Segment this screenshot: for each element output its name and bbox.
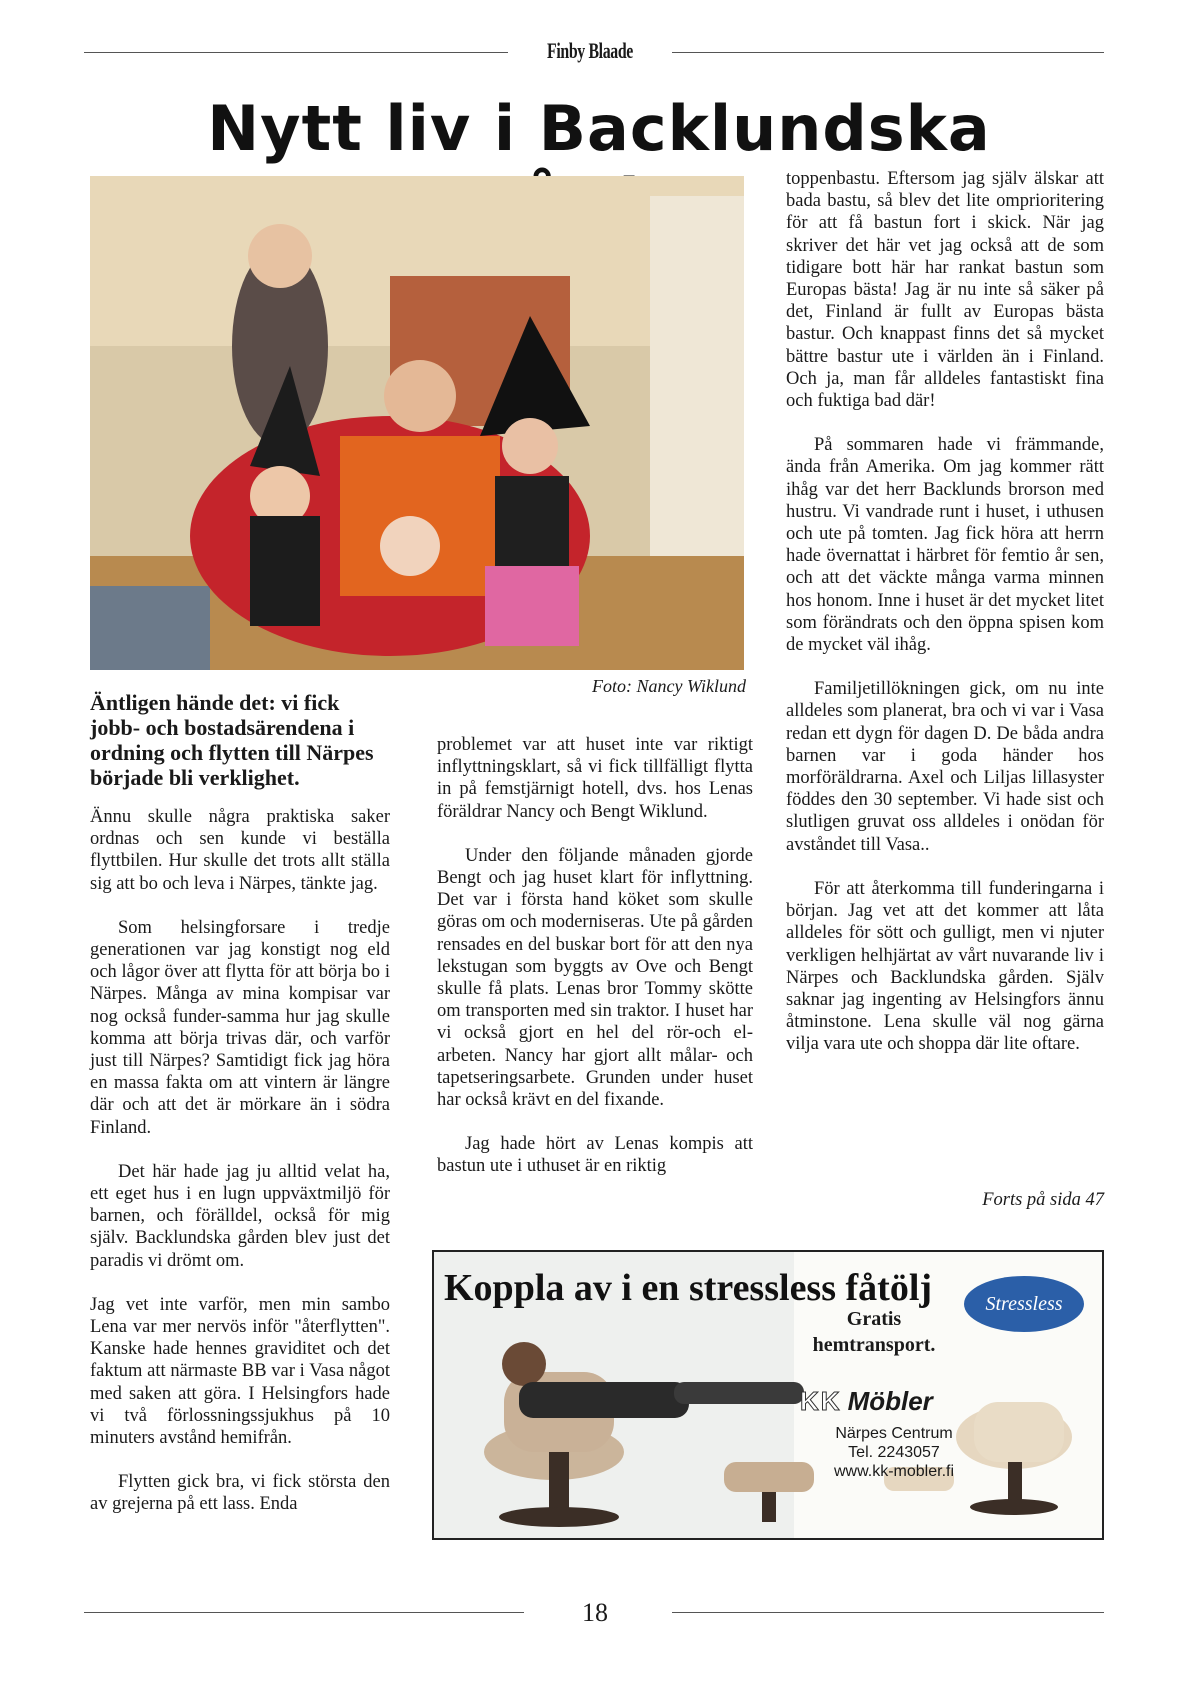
ad-free-delivery [790,1306,958,1358]
column-2 [437,734,753,1200]
column-3-paragraph: toppenbastu. Eftersom jag själv älskar att bada bastu, så blev det lite omprioritering för att få bastun fort i skick. När jag skriver det här vet jag också att de som tidigare bott här har rankat bastun som Europas bästa! Jag är nu inte så säker på det, Finland är fullt av Europas bästa bastur. Och knappast finns det så mycket bättre bastur ute i världen än i Finland. Och ja, man får alldeles fantastiskt fina och fuktiga bad där! [786,169,1104,412]
kk-logo-mark: KK [800,1386,842,1416]
header-rule-left [84,52,508,53]
family-photo-illustration [90,176,744,670]
photo-caption: Foto: Nancy Wiklund [592,676,746,696]
ad-website[interactable]: www.kk-mobler.fi [833,1463,955,1480]
stressless-advertisement[interactable] [432,1250,1104,1540]
page-number: 18 [582,1598,608,1627]
ad-contact [814,1424,974,1481]
column-1-paragraph: Som helsingforsare i tredje generationen var jag konstigt nog eld och lågor över att flytta för att börja bo i Närpes. Många av mina kompisar var nog också funder-samma hur jag skulle komma att börja trivas där, och varför just till Närpes? Samtidigt fick jag höra en massa fakta om att vintern är längre där och att det är mörkare än i södra Finland. [90,917,390,1138]
continued-note: Forts på sida 47 [982,1190,1104,1210]
ad-title: Koppla av i en stressless fåtölj [444,1267,933,1309]
footer-rule-left [84,1612,524,1613]
ad-phone: Tel. 2243057 [848,1444,940,1461]
column-1 [90,806,390,1538]
ad-free-line: Gratis [846,1308,902,1330]
column-1-paragraph: Ännu skulle några praktiska saker ordnas och sen kunde vi beställa flyttbilen. Hur skulle det trots allt ställa sig att bo och leva i Närpes, tänkte jag. [90,807,390,894]
brand-name: Möbler [847,1386,933,1416]
column-2-paragraph: Jag hade hört av Lenas kompis att bastun ute i uthuset är en riktig [437,1134,753,1177]
column-3-paragraph: På sommaren hade vi främmande, ända från Amerika. Om jag kommer rätt ihåg var det herr Backlunds brorson med hustru. Vi vandrade runt i huset, i uthusen och ute på tomten. Jag fick höra att herrn hade övernattat i härbret för femtio år sen, och att det väckte många varma minnen hos honom. Inne i huset är det mycket litet som förändrats och den öppna spisen kom de mycket väl ihåg. [786,435,1104,656]
ad-address: Närpes Centrum [835,1425,953,1442]
family-photo [90,176,744,670]
column-3-paragraph: Familjetillökningen gick, om nu inte alldeles som planerat, bra och vi var i Vasa redan ett dygn för dagen D. De båda andra barnen var i goda händer hos morföräldrarna. Axel och Liljas lillasyster föddes den 30 september. Vi hade sist och slutligen gruvat oss alldeles i onödan för avståndet till Vasa.. [786,679,1104,855]
column-1-paragraph: Jag vet inte varför, men min sambo Lena var mer nervös inför "återflytten". Kanske hade hennes graviditet och det faktum att närmaste BB var i Vasa något med saken att göra. I Helsingfors hade vi två förlossningssjukhus på 10 minuters avstånd hemifrån. [90,1294,390,1449]
article-headline: Nytt liv i Backlundska [207,92,991,165]
column-3-paragraph: För att återkomma till funderingarna i början. Jag vet att det kommer att låta alldeles för sött och gulligt, men vi njuter verkligen helhjärtat av vårt nuvarande liv i Närpes och Backlundska gården. Själv saknar jag ingenting av Helsingfors ännu åtminstone. Lena skulle väl nog gärna vilja vara ute och shoppa där lite oftare. [786,878,1104,1055]
column-1-paragraph: Det här hade jag ju alltid velat ha, ett eget hus i en lugn uppväxtmiljö för barnen, och förälldel, också för mig själv. Backlundska gården blev just det paradis vi drömt om. [90,1161,390,1271]
column-2-paragraph: problemet var att huset inte var riktigt inflyttningsklart, så vi fick tillfälligt flytta in på femstjärnigt hotell, dvs. hos Lenas föräldrar Nancy och Bengt Wiklund. [437,735,753,822]
magazine-title: Finby Blaade [547,38,633,63]
column-3 [786,168,1104,1078]
article-lead: Äntligen hände det: vi fick jobb- och bostadsärendena i ordning och flytten till Närpes började bli verklighet. [90,690,374,790]
column-2-paragraph: Under den följande månaden gjorde Bengt och jag huset klart för inflyttning. Det var i första hand köket som skulle göras om och moderniseras. Ute på gården rensades en del buskar bort för att den nya lekstugan som byggts av Ove och Bengt skulle få plats. Lenas bror Tommy skötte om transporten med sin traktor. I huset har vi också gjort en hel del rör-och el-arbeten. Nancy har gjort allt målar- och tapetseringsarbete. Grunden under huset har också krävt en del fixande. [437,845,753,1111]
column-1-paragraph: Flytten gick bra, vi fick största den av grejerna på ett lass. Enda [90,1472,390,1515]
header-rule-right [672,52,1104,53]
ad-free-line: hemtransport. [812,1334,936,1356]
kk-mobler-logo [800,1386,933,1417]
stressless-logo: Stressless [964,1276,1084,1332]
footer-rule-right [672,1612,1104,1613]
